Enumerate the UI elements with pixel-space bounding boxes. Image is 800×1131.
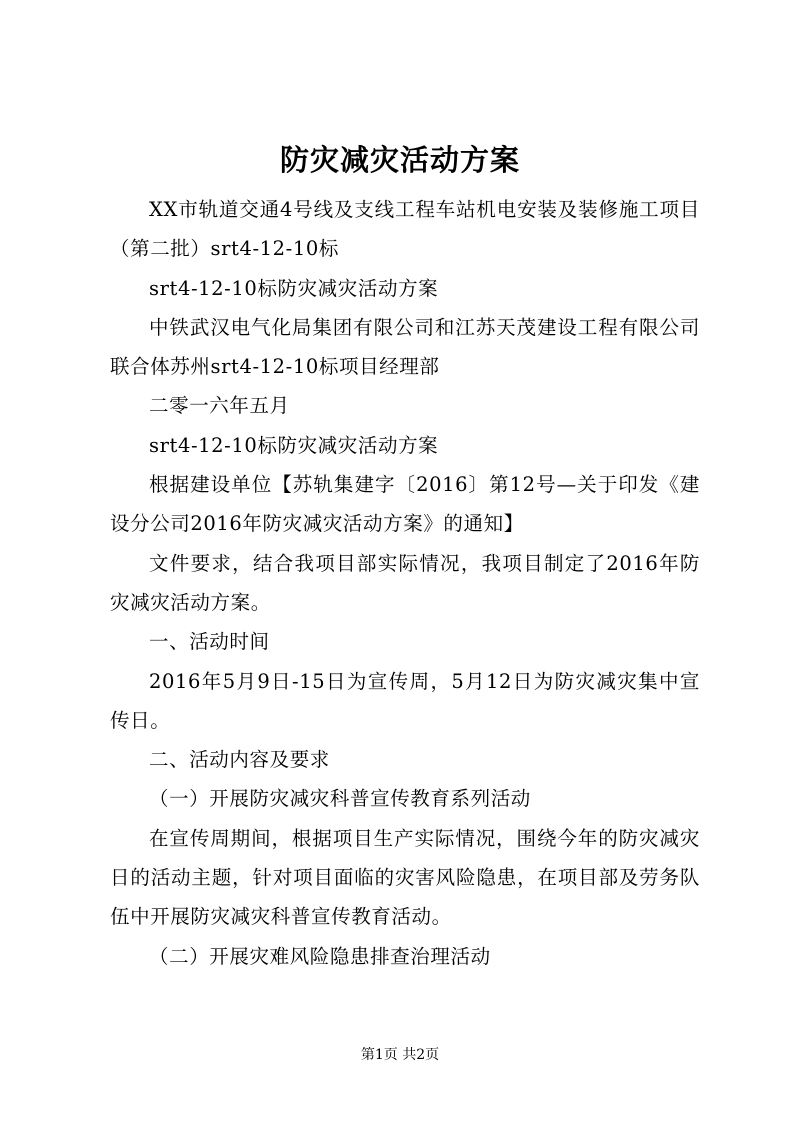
heading-activity-content: 二、活动内容及要求 — [149, 748, 330, 772]
paragraph-plan-title-repeat: srt4-12-10标防灾减灾活动方案 — [149, 433, 439, 457]
paragraph-project-name: XX市轨道交通4号线及支线工程车站机电安装及装修施工项目（第二批）srt4-12-10标 — [110, 198, 700, 261]
document-title: 防灾减灾活动方案 — [279, 143, 520, 177]
heading-activity-time: 一、活动时间 — [149, 630, 270, 654]
subheading-education: （一）开展防灾减灾科普宣传教育系列活动 — [149, 787, 531, 811]
paragraph-education: 在宣传周期间，根据项目生产实际情况，围绕今年的防灾减灾日的活动主题，针对项目面临的灾害风险隐患，在项目部及劳务队伍中开展防灾减灾科普宣传教育活动。 — [110, 826, 700, 929]
subheading-risk-check: （二）开展灾难风险隐患排查治理活动 — [149, 944, 491, 968]
paragraph-date: 二零一六年五月 — [149, 394, 290, 418]
paragraph-basis: 根据建设单位【苏轨集建字〔2016〕第12号—关于印发《建设分公司2016年防灾减灾活动方案》的通知】 — [110, 473, 700, 536]
paragraph-activity-time: 2016年5月9日-15日为宣传周，5月12日为防灾减灾集中宣传日。 — [110, 669, 700, 732]
paragraph-requirement: 文件要求，结合我项目部实际情况，我项目制定了2016年防灾减灾活动方案。 — [110, 551, 700, 614]
paragraph-plan-title: srt4-12-10标防灾减灾活动方案 — [149, 276, 439, 300]
paragraph-organization: 中铁武汉电气化局集团有限公司和江苏天茂建设工程有限公司联合体苏州srt4-12-10标项目经理部 — [110, 315, 700, 379]
document-body — [110, 190, 700, 976]
page-footer: 第1页 共2页 — [360, 1047, 440, 1063]
